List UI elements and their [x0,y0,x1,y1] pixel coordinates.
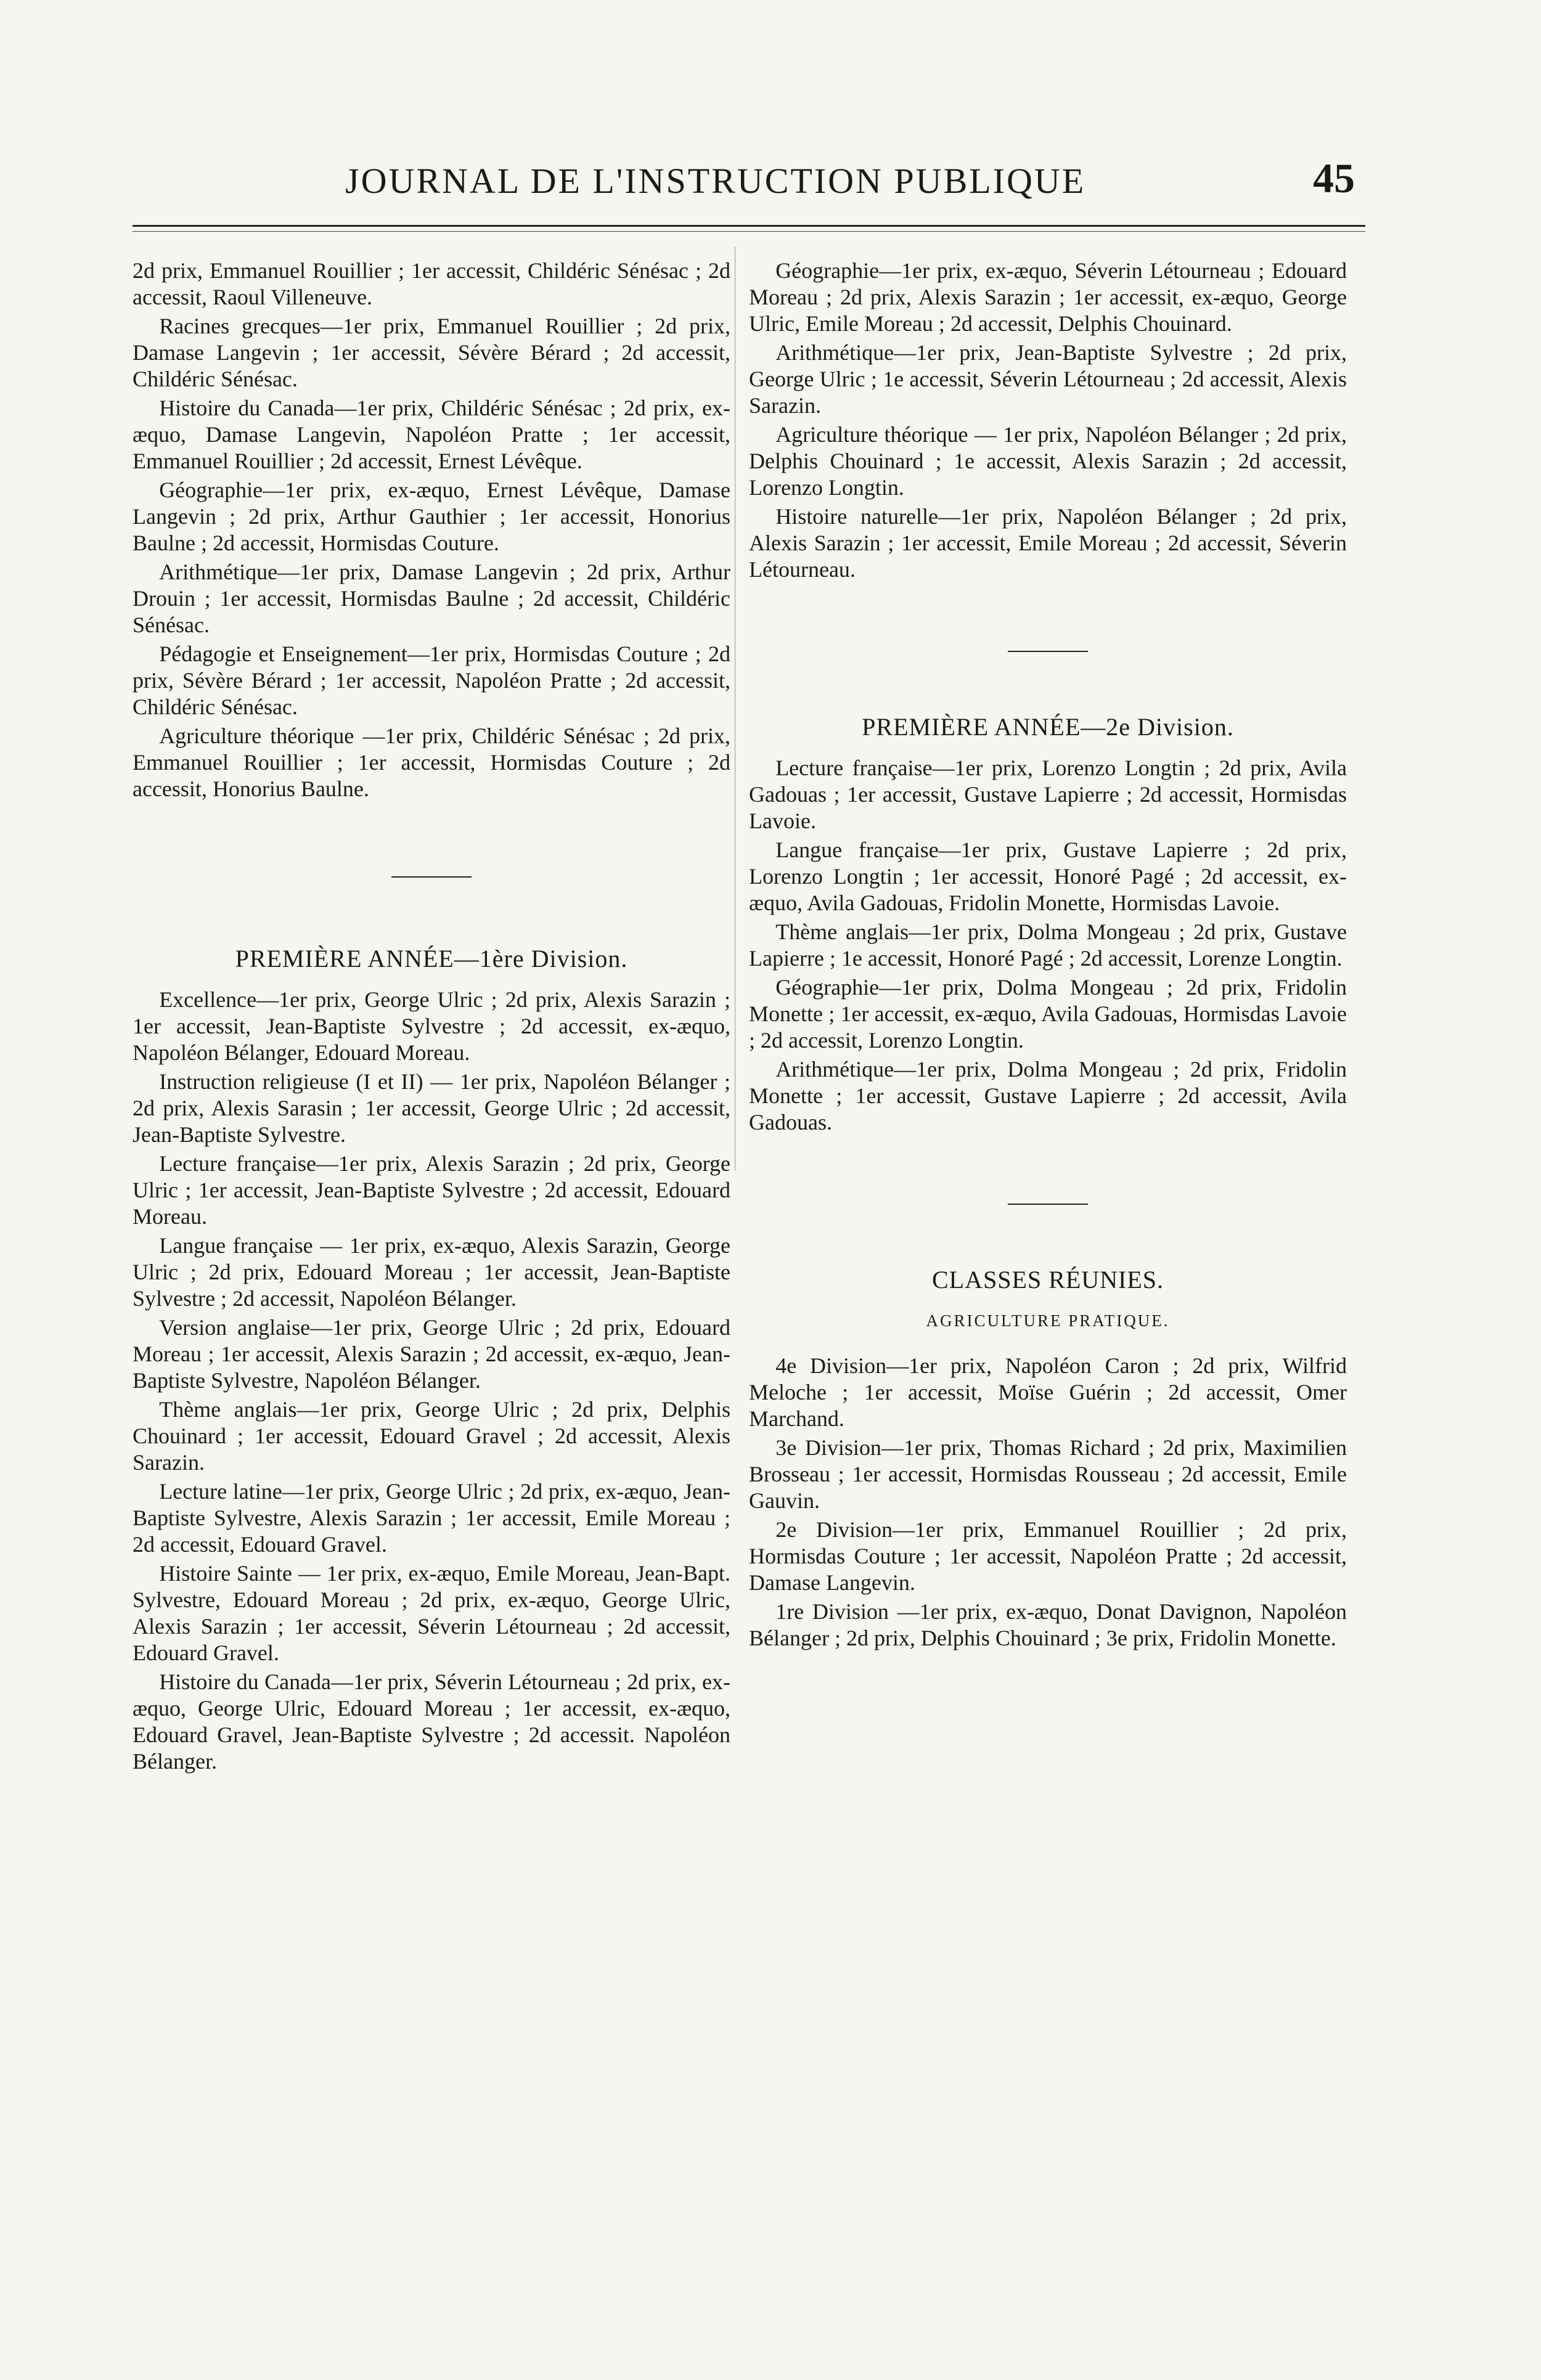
paragraph: Histoire du Canada—1er prix, Childéric Sénésac ; 2d prix, ex-æquo, Damase Langevin, Napoléon Pratte ; 1er accessit, Emmanuel Rouillier ; 2d accessit, Ernest Lévêque. [133,396,730,473]
paragraph: 2e Division—1er prix, Emmanuel Rouillier ; 2d prix, Hormisdas Couture ; 1er accessit, Napoléon Pratte ; 2d accessit, Damase Langevin. [749,1517,1347,1595]
right-column [749,258,1347,1654]
paragraph: Version anglaise—1er prix, George Ulric ; 2d prix, Edouard Moreau ; 1er accessit, Alexis Sarazin ; 2d accessit, ex-æquo, Jean-Baptiste Sylvestre, Napoléon Bélanger. [133,1315,730,1393]
paragraph: Thème anglais—1er prix, Dolma Mongeau ; 2d prix, Gustave Lapierre ; 1e accessit, Honoré Pagé ; 2d accessit, Lorenze Longtin. [749,919,1347,971]
section-heading: CLASSES RÉUNIES. [931,1266,1164,1294]
paragraph: Lecture latine—1er prix, George Ulric ; 2d prix, ex-æquo, Jean-Baptiste Sylvestre, Alexis Sarazin ; 1er accessit, Emile Moreau ; 2d accessit, Edouard Gravel. [133,1479,730,1557]
section-heading: PREMIÈRE ANNÉE—2e Division. [862,713,1234,741]
section-subheading: AGRICULTURE PRATIQUE. [926,1311,1170,1330]
paragraph: Histoire Sainte — 1er prix, ex-æquo, Emile Moreau, Jean-Bapt. Sylvestre, Edouard Moreau ; 2d prix, ex-æquo, George Ulric, Alexis Sarazin ; 1er accessit, Séverin Létourneau ; 2d accessit, Edouard Gravel. [133,1561,730,1665]
header-rule [133,225,1365,227]
paragraph: Histoire du Canada—1er prix, Séverin Létourneau ; 2d prix, ex-æquo, George Ulric, Edouard Moreau ; 1er accessit, ex-æquo, Edouard Gravel, Jean-Baptiste Sylvestre ; 2d accessit. Napoléon Bélanger. [133,1669,730,1774]
paragraph: Excellence—1er prix, George Ulric ; 2d prix, Alexis Sarazin ; 1er accessit, Jean-Baptiste Sylvestre ; 2d accessit, ex-æquo, Napoléon Bélanger, Edouard Moreau. [133,987,730,1065]
paragraph: Géographie—1er prix, Dolma Mongeau ; 2d prix, Fridolin Monette ; 1er accessit, ex-æquo, Avila Gadouas, Hormisdas Lavoie ; 2d accessit, Lorenzo Longtin. [749,975,1347,1053]
paragraph: 3e Division—1er prix, Thomas Richard ; 2d prix, Maximilien Brosseau ; 1er accessit, Hormisdas Rousseau ; 2d accessit, Emile Gauvin. [749,1435,1347,1513]
running-title: JOURNAL DE L'INSTRUCTION PUBLIQUE [345,161,1086,201]
page-header [0,154,1541,210]
paragraph: Racines grecques—1er prix, Emmanuel Rouillier ; 2d prix, Damase Langevin ; 1er accessit, Sévère Bérard ; 2d accessit, Childéric Sénésac. [133,314,730,391]
header-rule-thin [133,231,1365,232]
paragraph: Géographie—1er prix, ex-æquo, Ernest Lévêque, Damase Langevin ; 2d prix, Arthur Gauthier ; 1er accessit, Honorius Baulne ; 2d accessit, Hormisdas Couture. [133,478,730,555]
paragraph: Lecture française—1er prix, Alexis Sarazin ; 2d prix, George Ulric ; 1er accessit, Jean-Baptiste Sylvestre ; 2d accessit, Edouard Moreau. [133,1151,730,1229]
paragraph: Histoire naturelle—1er prix, Napoléon Bélanger ; 2d prix, Alexis Sarazin ; 1er accessit, Emile Moreau ; 2d accessit, Séverin Létourneau. [749,504,1347,582]
paragraph: Agriculture théorique —1er prix, Childéric Sénésac ; 2d prix, Emmanuel Rouillier ; 1er accessit, Hormisdas Couture ; 2d accessit, Honorius Baulne. [133,723,730,801]
paragraph: Langue française — 1er prix, ex-æquo, Alexis Sarazin, George Ulric ; 2d prix, Edouard Moreau ; 1er accessit, Jean-Baptiste Sylvestre ; 2d accessit, Napoléon Bélanger. [133,1233,730,1311]
paragraph: Agriculture théorique — 1er prix, Napoléon Bélanger ; 2d prix, Delphis Chouinard ; 1e accessit, Alexis Sarazin ; 2d accessit, Lorenzo Longtin. [749,422,1347,500]
section-separator [391,876,472,878]
paragraph: Langue française—1er prix, Gustave Lapierre ; 2d prix, Lorenzo Longtin ; 1er accessit, Honoré Pagé ; 2d accessit, ex-æquo, Avila Gadouas, Fridolin Monette, Hormisdas Lavoie. [749,837,1347,915]
section-separator [1008,1204,1088,1205]
paragraph: Géographie—1er prix, ex-æquo, Séverin Létourneau ; Edouard Moreau ; 2d prix, Alexis Sarazin ; 1er accessit, ex-æquo, George Ulric, Emile Moreau ; 2d accessit, Delphis Chouinard. [749,258,1347,336]
paragraph: Instruction religieuse (I et II) — 1er prix, Napoléon Bélanger ; 2d prix, Alexis Sarasin ; 1er accessit, George Ulric ; 2d accessit, Jean-Baptiste Sylvestre. [133,1069,730,1147]
paragraph: 2d prix, Emmanuel Rouillier ; 1er accessit, Childéric Sénésac ; 2d accessit, Raoul Villeneuve. [133,258,730,309]
section-separator [1008,651,1088,652]
paragraph: 4e Division—1er prix, Napoléon Caron ; 2d prix, Wilfrid Meloche ; 1er accessit, Moïse Guérin ; 2d accessit, Omer Marchand. [749,1353,1347,1431]
section-heading: PREMIÈRE ANNÉE—1ère Division. [235,945,628,972]
paragraph: Arithmétique—1er prix, Dolma Mongeau ; 2d prix, Fridolin Monette ; 1er accessit, Gustave Lapierre ; 2d accessit, Avila Gadouas. [749,1057,1347,1135]
paragraph: Thème anglais—1er prix, George Ulric ; 2d prix, Delphis Chouinard ; 1er accessit, Edouard Gravel ; 2d accessit, Alexis Sarazin. [133,1397,730,1475]
page-number: 45 [1313,155,1355,202]
paragraph: Pédagogie et Enseignement—1er prix, Hormisdas Couture ; 2d prix, Sévère Bérard ; 1er accessit, Napoléon Pratte ; 2d accessit, Childéric Sénésac. [133,642,730,719]
paragraph: Arithmétique—1er prix, Damase Langevin ; 2d prix, Arthur Drouin ; 1er accessit, Hormisdas Baulne ; 2d accessit, Childéric Sénésac. [133,560,730,637]
paragraph: 1re Division —1er prix, ex-æquo, Donat Davignon, Napoléon Bélanger ; 2d prix, Delphis Chouinard ; 3e prix, Fridolin Monette. [749,1599,1347,1650]
paragraph: Arithmétique—1er prix, Jean-Baptiste Sylvestre ; 2d prix, George Ulric ; 1e accessit, Séverin Létourneau ; 2d accessit, Alexis Sarazin. [749,340,1347,418]
left-column [133,258,730,1777]
paragraph: Lecture française—1er prix, Lorenzo Longtin ; 2d prix, Avila Gadouas ; 1er accessit, Gustave Lapierre ; 2d accessit, Hormisdas Lavoie. [749,756,1347,833]
